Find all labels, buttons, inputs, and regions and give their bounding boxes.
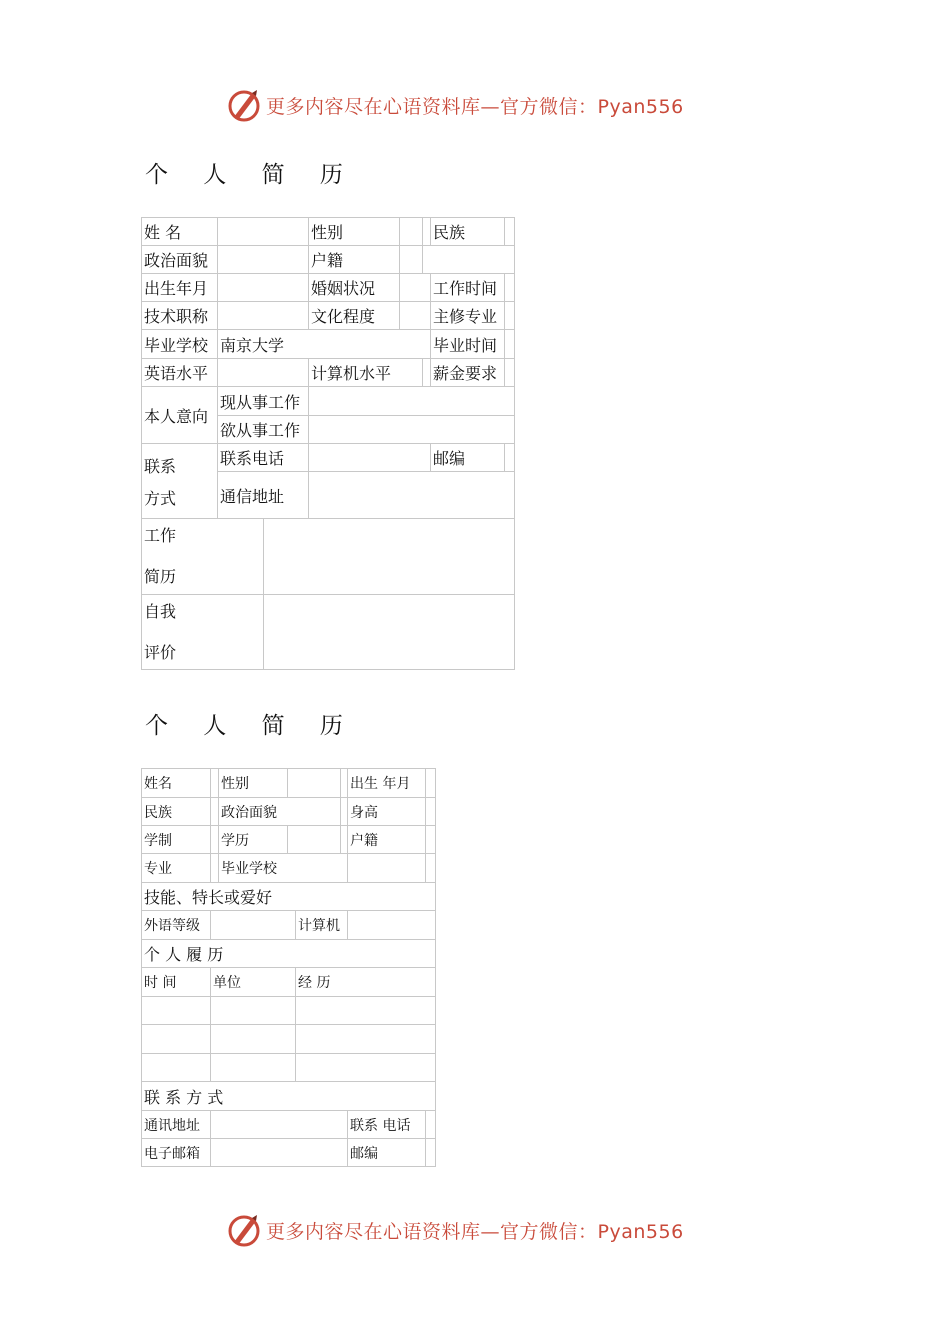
label-school: 毕业学校 <box>142 330 218 359</box>
r2-label-email: 电子邮箱 <box>142 1139 211 1167</box>
self-eval-field[interactable] <box>264 595 515 670</box>
label-name: 姓 名 <box>142 218 218 246</box>
r2-gender-field[interactable] <box>288 769 341 798</box>
r2-label-hukou: 户籍 <box>348 826 426 854</box>
r2-history-exp-3[interactable] <box>296 1054 436 1082</box>
header-banner <box>226 85 684 125</box>
label-contact: 联系 方式 <box>142 444 218 519</box>
english-field[interactable] <box>218 359 309 387</box>
label-current-work: 现从事工作 <box>218 387 309 416</box>
r2-label-phone: 联系 电话 <box>348 1111 426 1139</box>
education-field[interactable] <box>400 302 431 330</box>
r2-history-unit-1[interactable] <box>211 997 296 1025</box>
label-education: 文化程度 <box>309 302 400 330</box>
r2-history-time-2[interactable] <box>142 1025 211 1054</box>
r2-history-exp-2[interactable] <box>296 1025 436 1054</box>
ethnicity-field[interactable] <box>505 218 515 246</box>
r2-history-unit-2[interactable] <box>211 1025 296 1054</box>
label-work-history: 工作 简历 <box>142 519 264 595</box>
desired-work-field[interactable] <box>309 416 515 444</box>
postcode-field[interactable] <box>505 444 515 472</box>
r2-label-ethnicity: 民族 <box>142 798 211 826</box>
r2-label-gender: 性别 <box>219 769 288 798</box>
r2-height-field[interactable] <box>426 798 436 826</box>
r2-label-experience: 经 历 <box>296 968 436 997</box>
resume2-title: 个 人 简 历 <box>145 713 357 739</box>
label-political: 政治面貌 <box>142 246 218 274</box>
r2-history-time-1[interactable] <box>142 997 211 1025</box>
label-major: 主修专业 <box>431 302 505 330</box>
r2-label-height: 身高 <box>348 798 426 826</box>
label-intent: 本人意向 <box>142 387 218 444</box>
r2-label-contact: 联 系 方 式 <box>142 1082 436 1111</box>
gender-field[interactable] <box>400 218 423 246</box>
label-desired-work: 欲从事工作 <box>218 416 309 444</box>
title-field[interactable] <box>218 302 309 330</box>
label-self-eval: 自我 评价 <box>142 595 264 670</box>
hukou-field[interactable] <box>423 246 515 274</box>
resume1-form <box>141 217 515 670</box>
name-field[interactable] <box>218 218 309 246</box>
r2-history-unit-3[interactable] <box>211 1054 296 1082</box>
r2-label-school: 毕业学校 <box>219 854 348 883</box>
r2-hukou-field[interactable] <box>426 826 436 854</box>
r2-label-postcode: 邮编 <box>348 1139 426 1167</box>
label-work-time: 工作时间 <box>431 274 505 302</box>
label-birth: 出生年月 <box>142 274 218 302</box>
label-ethnicity: 民族 <box>431 218 505 246</box>
resume1-title: 个 人 简 历 <box>145 162 357 188</box>
school-field[interactable]: 南京大学 <box>218 330 431 359</box>
r2-label-major: 专业 <box>142 854 211 883</box>
r2-label-degree: 学历 <box>219 826 288 854</box>
r2-address-field[interactable] <box>211 1111 348 1139</box>
r2-label-skills: 技能、特长或爱好 <box>142 883 436 911</box>
r2-degree-field[interactable] <box>288 826 341 854</box>
label-phone: 联系电话 <box>218 444 309 472</box>
pen-logo-icon <box>226 87 262 123</box>
r2-school-field[interactable] <box>348 854 426 883</box>
r2-label-name: 姓名 <box>142 769 211 798</box>
label-english: 英语水平 <box>142 359 218 387</box>
r2-history-exp-1[interactable] <box>296 997 436 1025</box>
r2-language-field[interactable] <box>211 911 296 940</box>
r2-birth-field[interactable] <box>426 769 436 798</box>
r2-label-history: 个 人 履 历 <box>142 940 436 968</box>
label-hukou: 户籍 <box>309 246 400 274</box>
footer-banner <box>226 1210 684 1250</box>
r2-label-schooling: 学制 <box>142 826 211 854</box>
label-computer: 计算机水平 <box>309 359 423 387</box>
r2-history-time-3[interactable] <box>142 1054 211 1082</box>
phone-field[interactable] <box>309 444 431 472</box>
label-postcode: 邮编 <box>431 444 505 472</box>
pen-logo-icon <box>226 1212 262 1248</box>
r2-label-language: 外语等级 <box>142 911 211 940</box>
work-time-field[interactable] <box>505 274 515 302</box>
marital-field[interactable] <box>400 274 431 302</box>
grad-time-field[interactable] <box>505 330 515 359</box>
r2-computer-field[interactable] <box>348 911 436 940</box>
current-work-field[interactable] <box>309 387 515 416</box>
salary-field[interactable] <box>505 359 515 387</box>
label-title: 技术职称 <box>142 302 218 330</box>
label-gender: 性别 <box>309 218 400 246</box>
label-salary: 薪金要求 <box>431 359 505 387</box>
r2-label-time: 时 间 <box>142 968 211 997</box>
r2-label-unit: 单位 <box>211 968 296 997</box>
r2-phone-field[interactable] <box>426 1111 436 1139</box>
political-field[interactable] <box>218 246 309 274</box>
work-history-field[interactable] <box>264 519 515 595</box>
address-field[interactable] <box>309 472 515 519</box>
major-field[interactable] <box>505 302 515 330</box>
banner-text: 更多内容尽在心语资料库—官方微信：Pyan556 <box>266 1220 684 1243</box>
label-marital: 婚姻状况 <box>309 274 400 302</box>
r2-label-birth: 出生 年月 <box>348 769 426 798</box>
label-grad-time: 毕业时间 <box>431 330 505 359</box>
r2-label-computer: 计算机 <box>296 911 348 940</box>
label-address: 通信地址 <box>218 472 309 519</box>
r2-label-address: 通讯地址 <box>142 1111 211 1139</box>
r2-label-political: 政治面貌 <box>219 798 341 826</box>
resume2-form <box>141 768 436 1167</box>
r2-postcode-field[interactable] <box>426 1139 436 1167</box>
banner-text: 更多内容尽在心语资料库—官方微信：Pyan556 <box>266 95 684 118</box>
r2-email-field[interactable] <box>211 1139 348 1167</box>
birth-field[interactable] <box>218 274 309 302</box>
